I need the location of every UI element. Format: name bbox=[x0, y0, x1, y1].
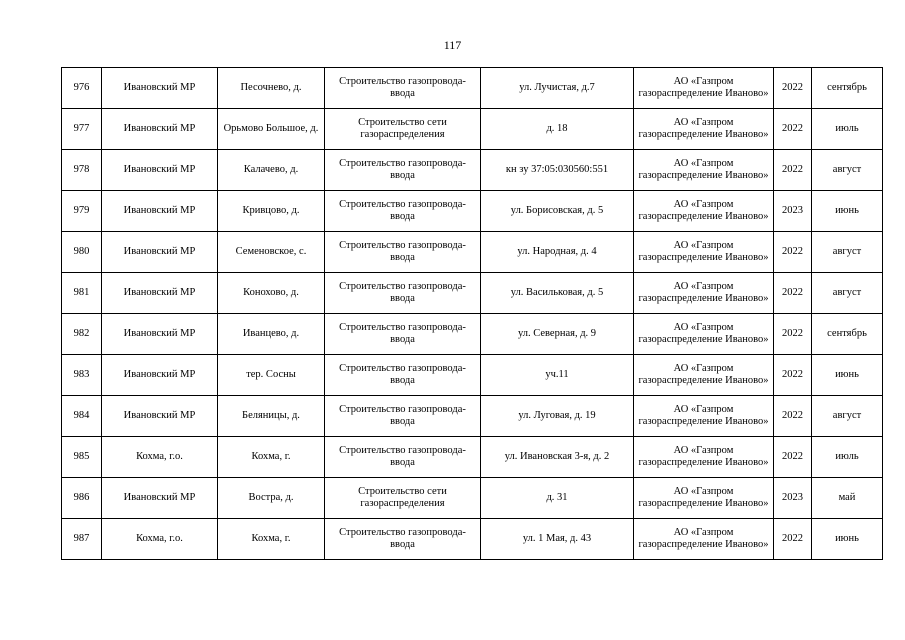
district-cell: Кохма, г.о. bbox=[102, 519, 218, 560]
district-cell: Ивановский МР bbox=[102, 150, 218, 191]
organization-cell: АО «Газпром газораспределение Иваново» bbox=[634, 191, 774, 232]
object-cell: Строительство газопровода-ввода bbox=[325, 191, 481, 232]
address-cell: ул. 1 Мая, д. 43 bbox=[481, 519, 634, 560]
year-cell: 2022 bbox=[774, 314, 812, 355]
district-cell: Ивановский МР bbox=[102, 109, 218, 150]
locality-cell: Кохма, г. bbox=[218, 437, 325, 478]
table-row bbox=[62, 519, 883, 560]
object-cell: Строительство газопровода-ввода bbox=[325, 150, 481, 191]
object-cell: Строительство сети газораспределения bbox=[325, 478, 481, 519]
month-cell: сентябрь bbox=[812, 68, 883, 109]
table-row bbox=[62, 396, 883, 437]
organization-cell: АО «Газпром газораспределение Иваново» bbox=[634, 437, 774, 478]
address-cell: ул. Лучистая, д.7 bbox=[481, 68, 634, 109]
object-cell: Строительство газопровода-ввода bbox=[325, 396, 481, 437]
district-cell: Ивановский МР bbox=[102, 232, 218, 273]
table-row bbox=[62, 437, 883, 478]
row-number-cell: 984 bbox=[62, 396, 102, 437]
year-cell: 2023 bbox=[774, 478, 812, 519]
year-cell: 2022 bbox=[774, 68, 812, 109]
row-number-cell: 982 bbox=[62, 314, 102, 355]
organization-cell: АО «Газпром газораспределение Иваново» bbox=[634, 150, 774, 191]
year-cell: 2022 bbox=[774, 150, 812, 191]
table-body bbox=[62, 68, 883, 560]
table-row bbox=[62, 478, 883, 519]
organization-cell: АО «Газпром газораспределение Иваново» bbox=[634, 109, 774, 150]
district-cell: Ивановский МР bbox=[102, 478, 218, 519]
district-cell: Кохма, г.о. bbox=[102, 437, 218, 478]
object-cell: Строительство газопровода-ввода bbox=[325, 68, 481, 109]
month-cell: август bbox=[812, 273, 883, 314]
locality-cell: Беляницы, д. bbox=[218, 396, 325, 437]
table-row bbox=[62, 355, 883, 396]
locality-cell: Семеновское, с. bbox=[218, 232, 325, 273]
address-cell: уч.11 bbox=[481, 355, 634, 396]
table-row bbox=[62, 68, 883, 109]
address-cell: ул. Луговая, д. 19 bbox=[481, 396, 634, 437]
table-row bbox=[62, 314, 883, 355]
table-row bbox=[62, 232, 883, 273]
locality-cell: Кохма, г. bbox=[218, 519, 325, 560]
object-cell: Строительство сети газораспределения bbox=[325, 109, 481, 150]
address-cell: ул. Ивановская 3-я, д. 2 bbox=[481, 437, 634, 478]
row-number-cell: 981 bbox=[62, 273, 102, 314]
object-cell: Строительство газопровода-ввода bbox=[325, 314, 481, 355]
organization-cell: АО «Газпром газораспределение Иваново» bbox=[634, 314, 774, 355]
address-cell: кн зу 37:05:030560:551 bbox=[481, 150, 634, 191]
table-row bbox=[62, 191, 883, 232]
row-number-cell: 986 bbox=[62, 478, 102, 519]
organization-cell: АО «Газпром газораспределение Иваново» bbox=[634, 273, 774, 314]
locality-cell: Востра, д. bbox=[218, 478, 325, 519]
district-cell: Ивановский МР bbox=[102, 396, 218, 437]
locality-cell: Кривцово, д. bbox=[218, 191, 325, 232]
year-cell: 2023 bbox=[774, 191, 812, 232]
year-cell: 2022 bbox=[774, 355, 812, 396]
organization-cell: АО «Газпром газораспределение Иваново» bbox=[634, 478, 774, 519]
locality-cell: Иванцево, д. bbox=[218, 314, 325, 355]
address-cell: ул. Васильковая, д. 5 bbox=[481, 273, 634, 314]
locality-cell: Конохово, д. bbox=[218, 273, 325, 314]
locality-cell: тер. Сосны bbox=[218, 355, 325, 396]
district-cell: Ивановский МР bbox=[102, 191, 218, 232]
year-cell: 2022 bbox=[774, 109, 812, 150]
address-cell: ул. Народная, д. 4 bbox=[481, 232, 634, 273]
object-cell: Строительство газопровода-ввода bbox=[325, 273, 481, 314]
object-cell: Строительство газопровода-ввода bbox=[325, 355, 481, 396]
year-cell: 2022 bbox=[774, 519, 812, 560]
address-cell: ул. Северная, д. 9 bbox=[481, 314, 634, 355]
address-cell: ул. Борисовская, д. 5 bbox=[481, 191, 634, 232]
month-cell: июль bbox=[812, 109, 883, 150]
month-cell: май bbox=[812, 478, 883, 519]
district-cell: Ивановский МР bbox=[102, 68, 218, 109]
organization-cell: АО «Газпром газораспределение Иваново» bbox=[634, 519, 774, 560]
table-row bbox=[62, 273, 883, 314]
row-number-cell: 983 bbox=[62, 355, 102, 396]
month-cell: август bbox=[812, 150, 883, 191]
locality-cell: Орьмово Большое, д. bbox=[218, 109, 325, 150]
row-number-cell: 977 bbox=[62, 109, 102, 150]
object-cell: Строительство газопровода-ввода bbox=[325, 519, 481, 560]
object-cell: Строительство газопровода-ввода bbox=[325, 232, 481, 273]
month-cell: июнь bbox=[812, 519, 883, 560]
month-cell: июнь bbox=[812, 355, 883, 396]
year-cell: 2022 bbox=[774, 437, 812, 478]
object-cell: Строительство газопровода-ввода bbox=[325, 437, 481, 478]
month-cell: август bbox=[812, 232, 883, 273]
month-cell: сентябрь bbox=[812, 314, 883, 355]
district-cell: Ивановский МР bbox=[102, 355, 218, 396]
row-number-cell: 978 bbox=[62, 150, 102, 191]
month-cell: июль bbox=[812, 437, 883, 478]
gasification-table bbox=[61, 67, 883, 560]
year-cell: 2022 bbox=[774, 396, 812, 437]
organization-cell: АО «Газпром газораспределение Иваново» bbox=[634, 232, 774, 273]
locality-cell: Песочнево, д. bbox=[218, 68, 325, 109]
address-cell: д. 18 bbox=[481, 109, 634, 150]
organization-cell: АО «Газпром газораспределение Иваново» bbox=[634, 396, 774, 437]
row-number-cell: 980 bbox=[62, 232, 102, 273]
organization-cell: АО «Газпром газораспределение Иваново» bbox=[634, 355, 774, 396]
page-number: 117 bbox=[443, 38, 462, 52]
month-cell: июнь bbox=[812, 191, 883, 232]
district-cell: Ивановский МР bbox=[102, 273, 218, 314]
organization-cell: АО «Газпром газораспределение Иваново» bbox=[634, 68, 774, 109]
row-number-cell: 979 bbox=[62, 191, 102, 232]
district-cell: Ивановский МР bbox=[102, 314, 218, 355]
month-cell: август bbox=[812, 396, 883, 437]
address-cell: д. 31 bbox=[481, 478, 634, 519]
year-cell: 2022 bbox=[774, 232, 812, 273]
row-number-cell: 985 bbox=[62, 437, 102, 478]
table-row bbox=[62, 109, 883, 150]
row-number-cell: 987 bbox=[62, 519, 102, 560]
table-row bbox=[62, 150, 883, 191]
row-number-cell: 976 bbox=[62, 68, 102, 109]
year-cell: 2022 bbox=[774, 273, 812, 314]
locality-cell: Калачево, д. bbox=[218, 150, 325, 191]
